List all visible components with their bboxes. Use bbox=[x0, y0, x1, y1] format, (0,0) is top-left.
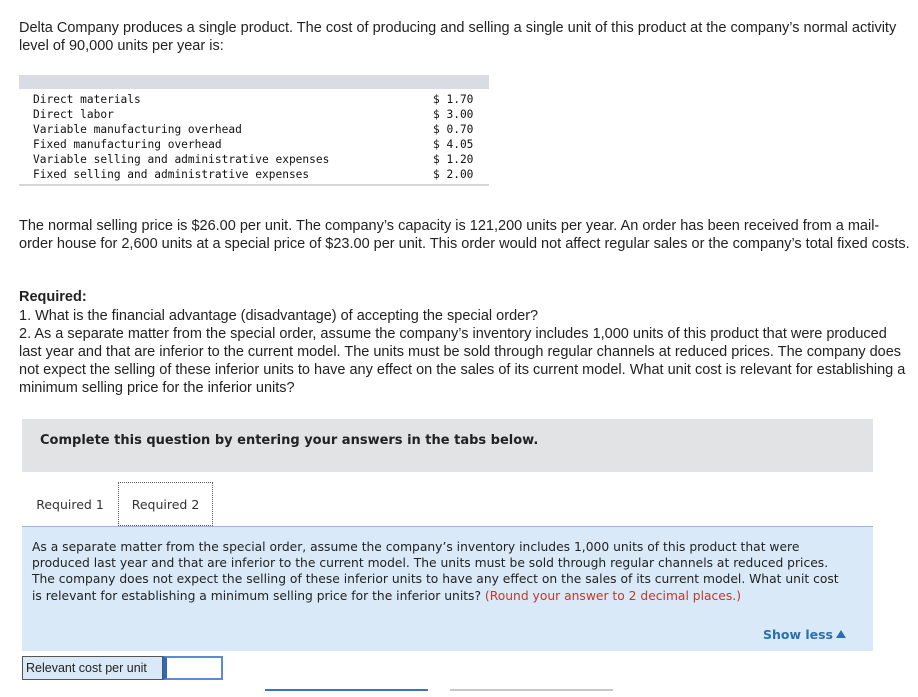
panel-question-text: As a separate matter from the special order, assume the company’s inventory includes 1,000 units of this product that were produced last year and that are inferior to the current model. The units must be sold through regular channels at reduced prices. The company does not expect the selling of these inferior units to have any effect on the sales of its current model. What unit cost is relevant for establishing a minimum selling price for the inferior units? bbox=[32, 540, 839, 603]
panel-question bbox=[32, 539, 852, 604]
show-less-link[interactable] bbox=[763, 627, 846, 642]
answer-label: Relevant cost per unit bbox=[22, 656, 163, 680]
answer-row bbox=[22, 656, 223, 680]
cost-label: Fixed manufacturing overhead bbox=[33, 138, 222, 151]
question-2: 2. As a separate matter from the special order, assume the company’s inventory includes 1,000 units of this product that were produced last year and that are inferior to the current model. The units must be sold through regular channels at reduced prices. The company does not expect the selling of these inferior units to have any effect on the sales of its current model. What unit cost is relevant for establishing a minimum selling price for the inferior units? bbox=[19, 326, 906, 396]
cost-amount: $ 4.05 bbox=[433, 138, 474, 151]
tab-required-2[interactable]: Required 2 bbox=[118, 482, 213, 526]
cost-amount: $ 3.00 bbox=[433, 108, 474, 121]
cost-row bbox=[19, 137, 489, 152]
cost-label: Fixed selling and administrative expenses bbox=[33, 168, 310, 181]
cost-row bbox=[19, 152, 489, 167]
cost-amount: $ 1.70 bbox=[433, 93, 474, 106]
cost-label: Variable manufacturing overhead bbox=[33, 123, 242, 136]
rounding-note: (Round your answer to 2 decimal places.) bbox=[484, 588, 741, 603]
cost-label: Variable selling and administrative expenses bbox=[33, 153, 330, 166]
instruction-text: Complete this question by entering your answers in the tabs below. bbox=[40, 433, 539, 448]
cost-amount: $ 2.00 bbox=[433, 168, 474, 181]
cost-row bbox=[19, 167, 489, 182]
cost-label: Direct materials bbox=[33, 93, 141, 106]
next-button[interactable] bbox=[450, 689, 613, 697]
cost-row bbox=[19, 122, 489, 137]
intro-paragraph: Delta Company produces a single product. The cost of producing and selling a single unit of this product at the company’s normal activity level of 90,000 units per year is: bbox=[19, 20, 897, 54]
cost-label: Direct labor bbox=[33, 108, 114, 121]
tab-required-1[interactable]: Required 1 bbox=[36, 496, 104, 512]
cost-table bbox=[19, 75, 489, 186]
relevant-cost-input[interactable] bbox=[163, 656, 223, 680]
instruction-banner bbox=[22, 419, 873, 472]
question-1: 1. What is the financial advantage (disadvantage) of accepting the special order? bbox=[19, 308, 539, 324]
cost-amount: $ 0.70 bbox=[433, 123, 474, 136]
triangle-up-icon bbox=[836, 630, 846, 638]
required-heading: Required: bbox=[19, 289, 87, 305]
cost-row bbox=[19, 92, 489, 107]
cost-table-header bbox=[19, 75, 489, 89]
prev-button[interactable] bbox=[265, 689, 428, 697]
normal-price-paragraph: The normal selling price is $26.00 per unit. The company’s capacity is 121,200 units per year. An order has been received from a mail-order house for 2,600 units at a special price of $23.00 per unit. This order would not affect regular sales or the company’s total fixed costs. bbox=[19, 218, 910, 252]
show-less-label: Show less bbox=[762, 627, 833, 642]
question-panel bbox=[22, 526, 873, 651]
cost-row bbox=[19, 107, 489, 122]
cost-amount: $ 1.20 bbox=[433, 153, 474, 166]
